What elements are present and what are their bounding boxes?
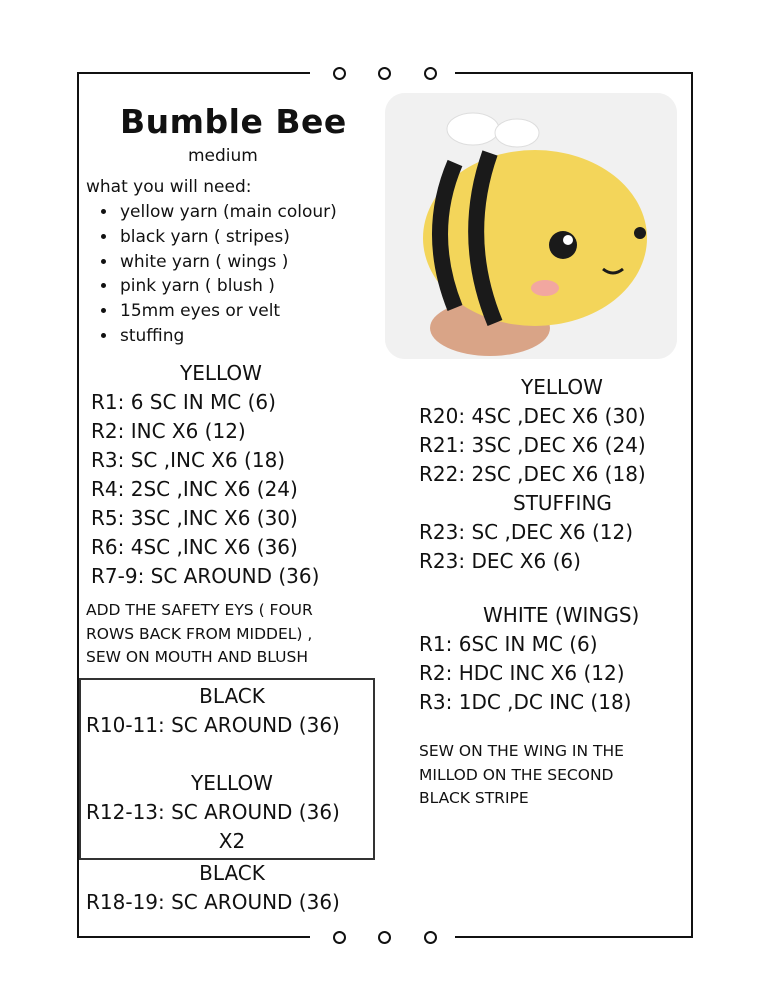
bee-illustration-icon [385, 93, 677, 359]
note-line: BLACK STRIPE [419, 789, 529, 807]
pattern-row: R3: SC ,INC X6 (18) [91, 448, 286, 472]
note-line: SEW ON MOUTH AND BLUSH [86, 648, 308, 666]
pattern-row: R1: 6 SC IN MC (6) [91, 390, 276, 414]
frame-top-right [455, 72, 693, 74]
note-line: SEW ON THE WING IN THE [419, 742, 624, 760]
pattern-row: R3: 1DC ,DC INC (18) [419, 690, 632, 714]
list-item: • yellow yarn (main colour) [118, 200, 337, 225]
repeat-count: X2 [218, 829, 246, 853]
wing-note [419, 740, 624, 811]
pattern-row: R4: 2SC ,INC X6 (24) [91, 477, 298, 501]
pattern-row: R22: 2SC ,DEC X6 (18) [419, 462, 646, 486]
note-line: ADD THE SAFETY EYS ( FOUR [86, 601, 313, 619]
pattern-row: R23: DEC X6 (6) [419, 549, 581, 573]
pattern-row: R12-13: SC AROUND (36) [86, 800, 340, 824]
pattern-size: medium [188, 146, 258, 166]
note-line: MILLOD ON THE SECOND [419, 765, 614, 784]
pattern-row: R1: 6SC IN MC (6) [419, 632, 598, 656]
binder-ring-icon [424, 67, 437, 80]
stuffing-heading: STUFFING [513, 491, 612, 515]
pattern-row: R6: 4SC ,INC X6 (36) [91, 535, 298, 559]
binder-ring-icon [378, 67, 391, 80]
yellow-heading: YELLOW [521, 375, 603, 399]
materials-heading: what you will need: [86, 177, 252, 197]
binder-ring-icon [424, 931, 437, 944]
binder-ring-icon [378, 931, 391, 944]
list-item: • stuffing [118, 324, 337, 349]
list-item: • white yarn ( wings ) [118, 250, 337, 275]
pattern-title: Bumble Bee [120, 102, 347, 141]
black-heading: BLACK [199, 861, 265, 885]
pattern-row: R21: 3SC ,DEC X6 (24) [419, 433, 646, 457]
binder-ring-icon [333, 931, 346, 944]
frame-top-left [78, 72, 310, 74]
frame-right [691, 72, 693, 938]
list-item: • 15mm eyes or velt [118, 299, 337, 324]
note-line: ROWS BACK FROM MIDDEL) , [86, 624, 313, 643]
binder-ring-icon [333, 67, 346, 80]
yellow-heading: YELLOW [180, 361, 262, 385]
list-item: • pink yarn ( blush ) [118, 274, 337, 299]
wings-heading: WHITE (WINGS) [483, 603, 640, 627]
eyes-note [86, 599, 313, 670]
frame-bottom-left [78, 936, 310, 938]
pattern-row: R10-11: SC AROUND (36) [86, 713, 340, 737]
pattern-row: R5: 3SC ,INC X6 (30) [91, 506, 298, 530]
pattern-row: R2: HDC INC X6 (12) [419, 661, 625, 685]
list-item: • black yarn ( stripes) [118, 225, 337, 250]
pattern-row: R20: 4SC ,DEC X6 (30) [419, 404, 646, 428]
pattern-row: R2: INC X6 (12) [91, 419, 246, 443]
pattern-row: R23: SC ,DEC X6 (12) [419, 520, 634, 544]
bee-photo [385, 93, 677, 359]
frame-bottom-right [455, 936, 693, 938]
pattern-row: R18-19: SC AROUND (36) [86, 890, 340, 914]
pattern-row: R7-9: SC AROUND (36) [91, 564, 320, 588]
materials-list [98, 200, 337, 349]
black-heading: BLACK [199, 684, 265, 708]
yellow-heading: YELLOW [191, 771, 273, 795]
